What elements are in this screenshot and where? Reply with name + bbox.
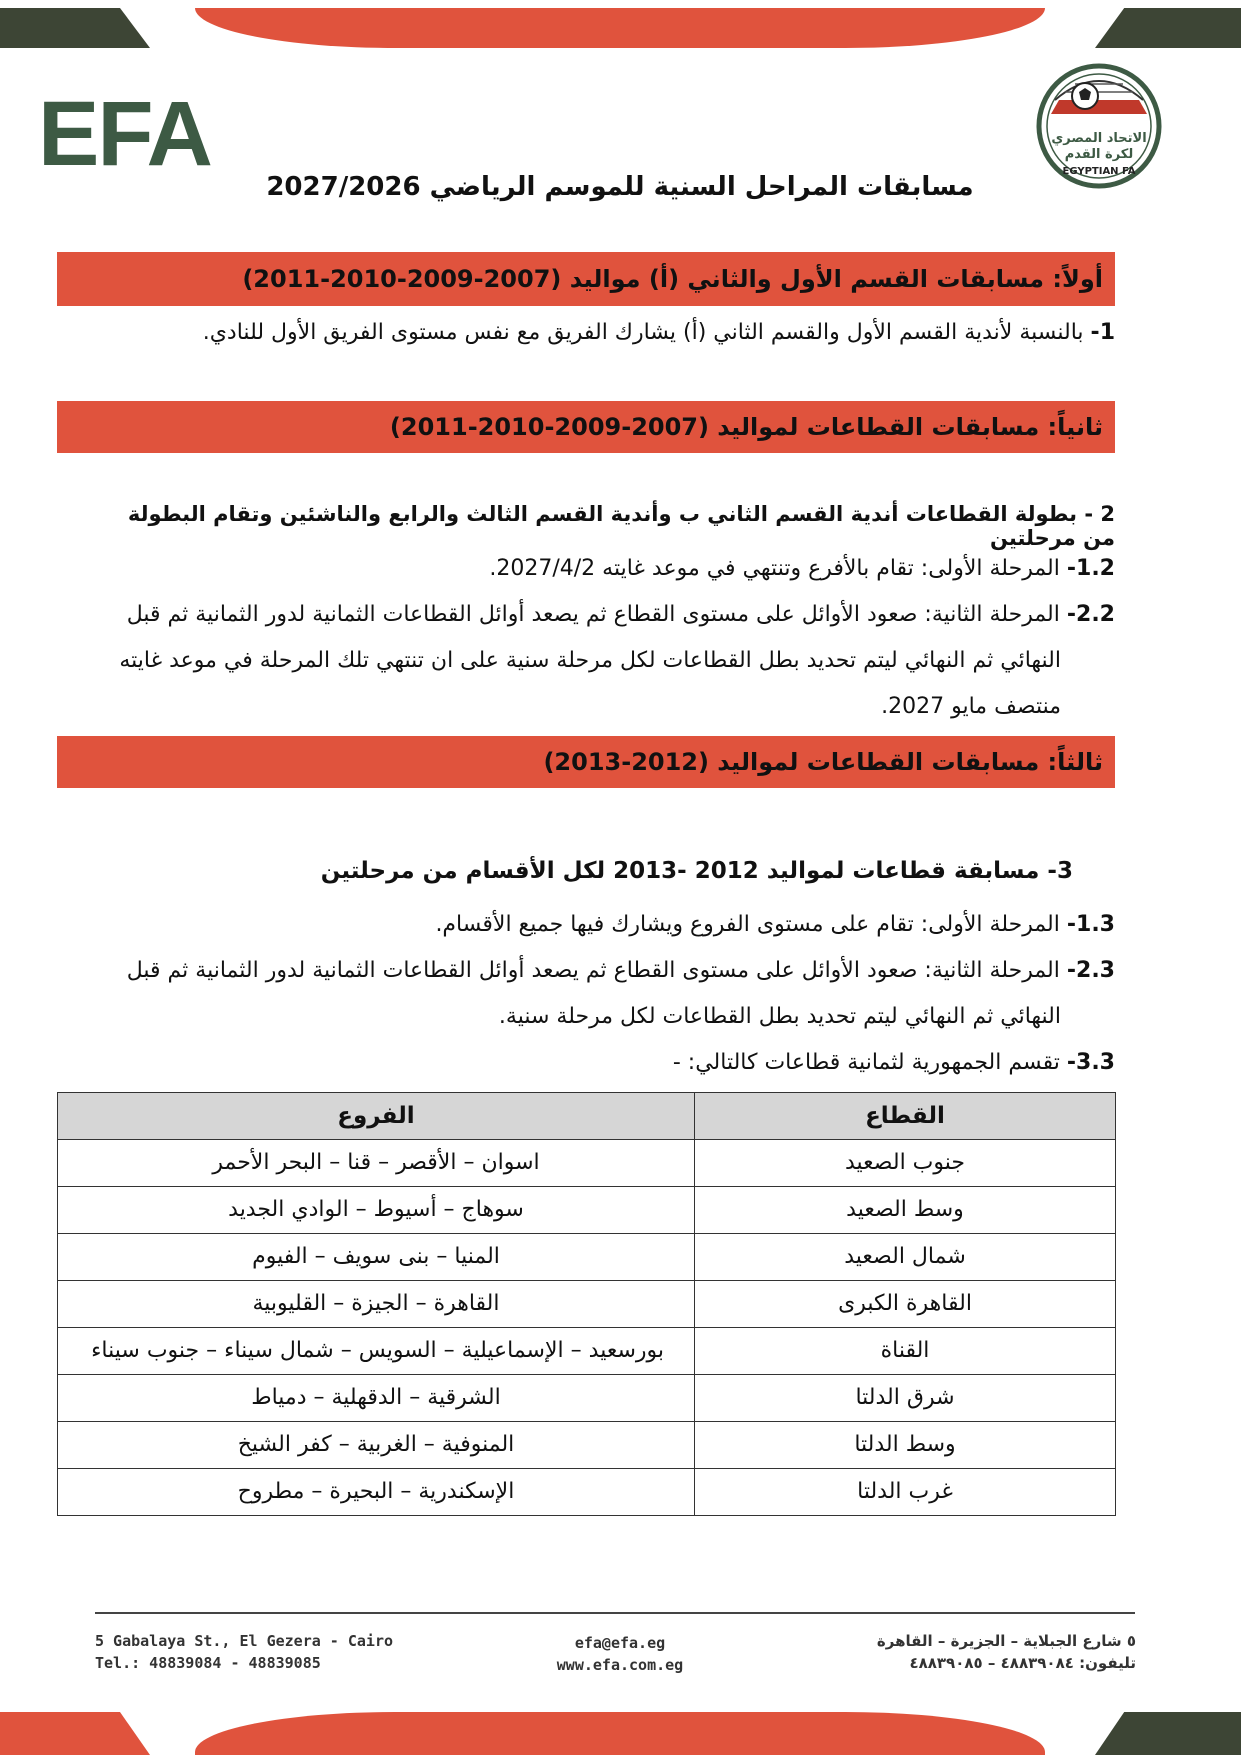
item-number: 1.2- (1066, 556, 1115, 581)
item-text: المرحلة الثانية: صعود الأوائل على مستوى القطاع ثم يصعد أوائل القطاعات الثمانية لدور الثمانية ثم قبل (126, 602, 1060, 627)
item-text: بالنسبة لأندية القسم الأول والقسم الثاني (أ) يشارك الفريق مع نفس مستوى الفريق الأول للنادي. (202, 320, 1084, 345)
section-header-2 (57, 401, 1115, 453)
table-row (58, 1187, 1116, 1234)
section-3-heading: 3- مسابقة قطاعات لمواليد 2012 -2013 لكل الأقسام من مرحلتين (320, 858, 1073, 884)
table-row (58, 1328, 1116, 1375)
egyptian-fa-seal-icon (1035, 62, 1163, 190)
section-2-label: ثانياً: مسابقات القطاعات لمواليد (2007-2009-2010-2011) (389, 413, 1103, 441)
item-number: 1.3- (1066, 912, 1115, 937)
sectors-table (57, 1092, 1116, 1516)
table-row (58, 1469, 1116, 1516)
footer-address-ar (780, 1630, 1136, 1674)
branches-cell: القاهرة – الجيزة – القليوبية (58, 1281, 695, 1328)
column-header-branches: الفروع (58, 1093, 695, 1140)
branches-cell: الإسكندرية – البحيرة – مطروح (58, 1469, 695, 1516)
item-number: 2.3- (1066, 958, 1115, 983)
item-text: المرحلة الأولى: تقام على مستوى الفروع ويشارك فيها جميع الأقسام. (435, 912, 1060, 937)
branches-cell: المنوفية – الغربية – كفر الشيخ (58, 1422, 695, 1469)
branches-cell: سوهاج – أسيوط – الوادي الجديد (58, 1187, 695, 1234)
table-row (58, 1422, 1116, 1469)
top-center-bar (195, 8, 1045, 48)
item-number: 3.3- (1066, 1050, 1115, 1075)
sector-cell: وسط الدلتا (695, 1422, 1116, 1469)
table-row (58, 1140, 1116, 1187)
branches-cell: اسوان – الأقصر – قنا – البحر الأحمر (58, 1140, 695, 1187)
table-row (58, 1281, 1116, 1328)
table-header-row (58, 1093, 1116, 1140)
table-row (58, 1375, 1116, 1422)
item-number: 1- (1090, 320, 1115, 345)
footer-divider (95, 1612, 1135, 1614)
address-en: 5 Gabalaya St., El Gezera - Cairo (95, 1632, 394, 1650)
sector-cell: القاهرة الكبرى (695, 1281, 1116, 1328)
section-2-item-2-line-2: النهائي ثم النهائي ليتم تحديد بطل القطاعات لكل مرحلة سنية على ان تنتهي تلك المرحلة في موعد غايته (119, 648, 1061, 673)
section-3-label: ثالثاً: مسابقات القطاعات لمواليد (2012-2013) (543, 748, 1103, 776)
sector-cell: وسط الصعيد (695, 1187, 1116, 1234)
item-text: المرحلة الأولى: تقام بالأفرع وتنتهي في موعد غايته 2027/4/2. (489, 556, 1060, 581)
item-number: 2.2- (1066, 602, 1115, 627)
branches-cell: بورسعيد – الإسماعيلية – السويس – شمال سيناء – جنوب سيناء (58, 1328, 695, 1375)
section-2-heading: 2 - بطولة القطاعات أندية القسم الثاني ب وأندية القسم الثالث والرابع والناشئين وتقام البطولة من مرحلتين (127, 502, 1115, 550)
bottom-left-bar (0, 1712, 150, 1755)
section-header-3 (57, 736, 1115, 788)
section-2-item-2-line-3: منتصف مايو 2027. (881, 694, 1061, 719)
footer-contact (510, 1632, 730, 1676)
table-row (58, 1234, 1116, 1281)
section-header-1 (57, 252, 1115, 306)
section-3-item-1 (55, 902, 1115, 948)
efa-logo: EFA (38, 83, 211, 185)
section-3-item-2-line-2: النهائي ثم النهائي ليتم تحديد بطل القطاعات لكل مرحلة سنية. (498, 1004, 1061, 1029)
branches-cell: الشرقية – الدقهلية – دمياط (58, 1375, 695, 1422)
item-text: المرحلة الثانية: صعود الأوائل على مستوى القطاع ثم يصعد أوائل القطاعات الثمانية لدور الثمانية ثم قبل (126, 958, 1060, 983)
bottom-right-bar (1095, 1712, 1241, 1755)
svg-text:لكرة القدم: لكرة القدم (1064, 147, 1134, 162)
sector-cell: شمال الصعيد (695, 1234, 1116, 1281)
tel-en: Tel.: 48839084 - 48839085 (95, 1654, 321, 1672)
section-2-item-2 (55, 592, 1115, 638)
section-3-item-3 (55, 1040, 1115, 1086)
section-2-item-1 (55, 546, 1115, 592)
item-text: تقسم الجمهورية لثمانية قطاعات كالتالي: - (672, 1050, 1060, 1075)
svg-text:EGYPTIAN FA: EGYPTIAN FA (1062, 166, 1136, 177)
footer-address-en (95, 1630, 393, 1674)
bottom-center-bar (195, 1712, 1045, 1755)
top-left-bar (0, 8, 150, 48)
sector-cell: جنوب الصعيد (695, 1140, 1116, 1187)
svg-text:الاتحاد المصري: الاتحاد المصري (1051, 131, 1147, 146)
top-right-bar (1095, 8, 1241, 48)
sector-cell: شرق الدلتا (695, 1375, 1116, 1422)
section-3-item-2 (55, 948, 1115, 994)
email-link[interactable]: efa@efa.eg (574, 1634, 666, 1652)
page-title: مسابقات المراحل السنية للموسم الرياضي 2027/2026 (266, 172, 974, 202)
column-header-sector: القطاع (695, 1093, 1116, 1140)
address-ar: ٥ شارع الجبلاية – الجزيرة – القاهرة (876, 1632, 1136, 1650)
tel-ar: تليفون: ٤٨٨٣٩٠٨٤ – ٤٨٨٣٩٠٨٥ (909, 1654, 1136, 1672)
sector-cell: غرب الدلتا (695, 1469, 1116, 1516)
section-1-label: أولاً: مسابقات القسم الأول والثاني (أ) مواليد (2007-2009-2010-2011) (242, 265, 1103, 293)
sector-cell: القناة (695, 1328, 1116, 1375)
website-link[interactable]: www.efa.com.eg (556, 1656, 684, 1674)
branches-cell: المنيا – بنى سويف – الفيوم (58, 1234, 695, 1281)
section-1-item-1 (115, 310, 1115, 356)
